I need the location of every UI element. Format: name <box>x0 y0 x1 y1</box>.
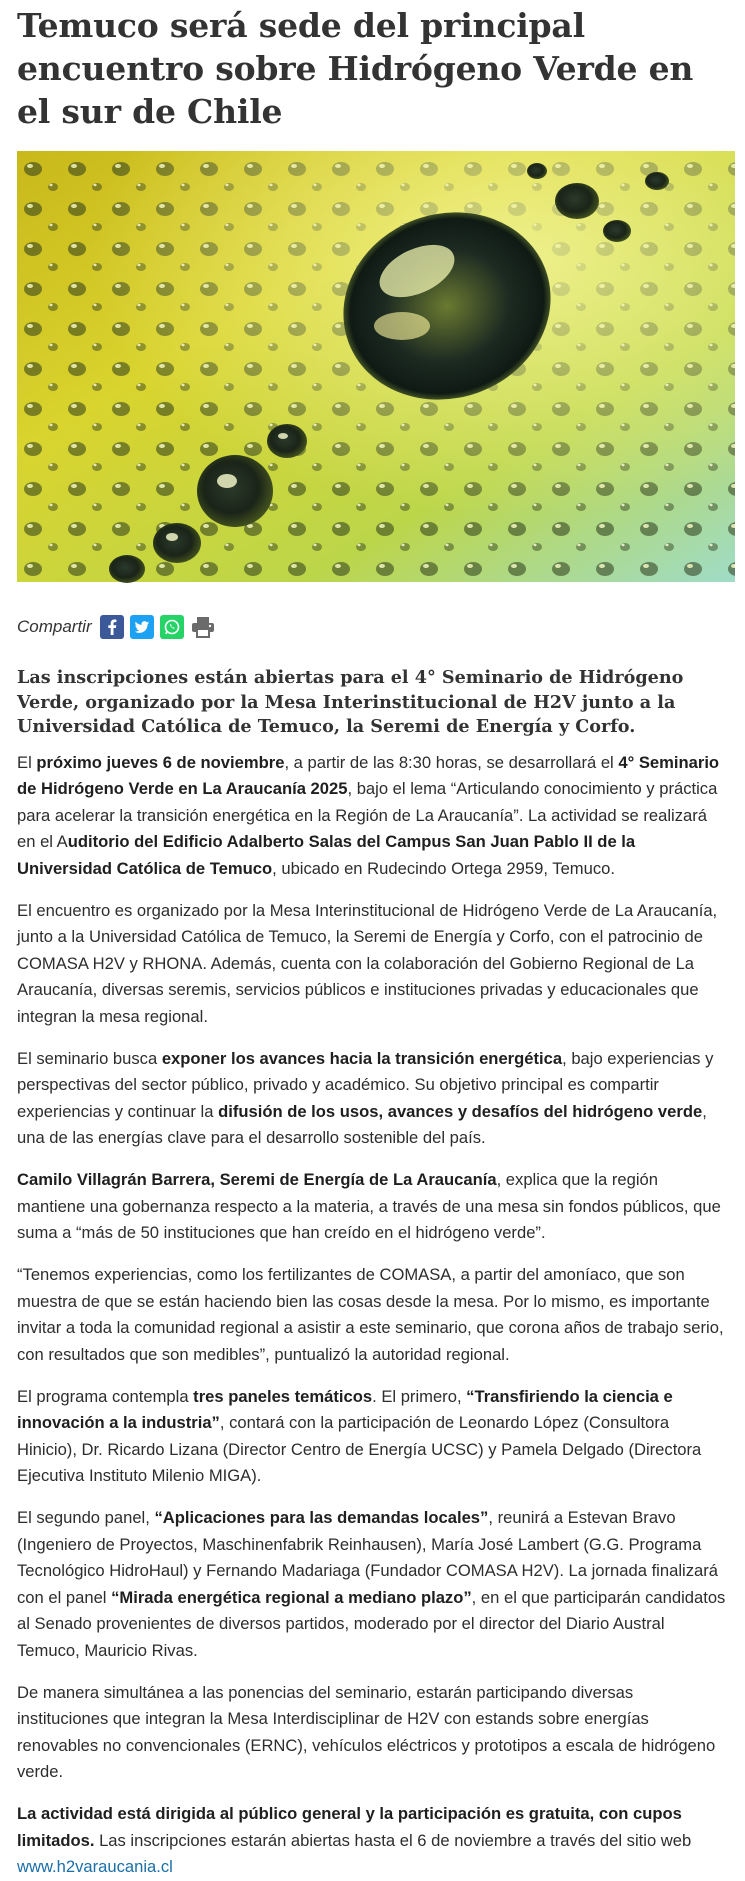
paragraph: De manera simultánea a las ponencias del seminario, estarán participando diversas instituciones que integran la Mesa Interdisciplinar de H2V con estands sobre energías renovables no convencionales (ERNC), vehículos eléctricos y prototipos a escala de hidrógeno verde. <box>17 1682 716 1781</box>
paragraph: El encuentro es organizado por la Mesa Interinstitucional de Hidrógeno Verde de La Araucanía, junto a la Universidad Católica de Temuco, la Seremi de Energía y Corfo, con el patrocinio de COMASA H2V y RHONA. Además, cuenta con la colaboración del Gobierno Regional de La Araucanía, diversas seremis, servicios públicos e instituciones privadas y educacionales que integran la mesa regional. <box>17 900 718 1026</box>
article-lead: Las inscripciones están abiertas para el 4° Seminario de Hidrógeno Verde, organizado por la Mesa Interinstitucional de H2V junto a la Universidad Católica de Temuco, la Seremi de Energía y Corfo. <box>17 667 684 737</box>
article-title: Temuco será sede del principal encuentro sobre Hidrógeno Verde en el sur de Chile <box>17 6 694 131</box>
share-bar <box>17 612 728 642</box>
paragraph: El próximo jueves 6 de noviembre, a partir de las 8:30 horas, se desarrollará el 4° Seminario de Hidrógeno Verde en La Araucanía 2025, bajo el lema “Articulando conocimiento y práctica para acelerar la transición energética en la Región de La Araucanía”. La actividad se realizará en el Auditorio del Edificio Adalberto Salas del Campus San Juan Pablo II de la Universidad Católica de Temuco, ubicado en Rudecindo Ortega 2959, Temuco. <box>17 752 720 878</box>
hero-image <box>17 151 735 582</box>
print-icon[interactable] <box>190 615 216 639</box>
twitter-icon[interactable] <box>130 615 154 639</box>
share-label: Compartir <box>17 617 92 636</box>
article-body <box>17 750 728 1881</box>
whatsapp-icon[interactable] <box>160 615 184 639</box>
paragraph: La actividad está dirigida al público general y la participación es gratuita, con cupos limitados. Las inscripciones estarán abiertas hasta el 6 de noviembre a través del sitio web www.h2varaucania.cl <box>17 1804 692 1876</box>
water-droplets-image <box>17 151 735 582</box>
paragraph: El seminario busca exponer los avances hacia la transición energética, bajo experiencias y perspectivas del sector público, privado y académico. Su objetivo principal es compartir experiencias y continuar la difusión de los usos, avances y desafíos del hidrógeno verde, una de las energías clave para el desarrollo sostenible del país. <box>17 1048 714 1147</box>
facebook-icon[interactable] <box>100 615 124 639</box>
website-link[interactable]: www.h2varaucania.cl <box>17 1857 173 1876</box>
quote-paragraph: “Tenemos experiencias, como los fertilizantes de COMASA, a partir del amoníaco, que son muestra de que se están haciendo bien las cosas desde la mesa. Por lo mismo, es importante invitar a toda la comunidad regional a asistir a este seminario, que corona años de trabajo serio, con resultados que son medibles”, puntualizó la autoridad regional. <box>17 1265 724 1364</box>
paragraph: El segundo panel, “Aplicaciones para las demandas locales”, reunirá a Estevan Bravo (Ingeniero de Proyectos, Maschinenfabrik Reinhausen), María José Lambert (G.G. Programa Tecnológico HidroHaul) y Fernando Madariaga (Fundador COMASA H2V). La jornada finalizará con el panel “Mirada energética regional a mediano plazo”, en el que participarán candidatos al Senado provenientes de diversos partidos, moderado por el director del Diario Austral Temuco, Mauricio Rivas. <box>17 1508 726 1660</box>
paragraph: Camilo Villagrán Barrera, Seremi de Energía de La Araucanía, explica que la región mantiene una gobernanza respecto a la materia, a través de una mesa sin fondos públicos, que suma a “más de 50 instituciones que han creído en el hidrógeno verde”. <box>17 1170 721 1242</box>
paragraph: El programa contempla tres paneles temáticos. El primero, “Transfiriendo la ciencia e innovación a la industria”, contará con la participación de Leonardo López (Consultora Hinicio), Dr. Ricardo Lizana (Director Centro de Energía UCSC) y Pamela Delgado (Directora Ejecutiva Instituto Milenio MIGA). <box>17 1386 702 1485</box>
